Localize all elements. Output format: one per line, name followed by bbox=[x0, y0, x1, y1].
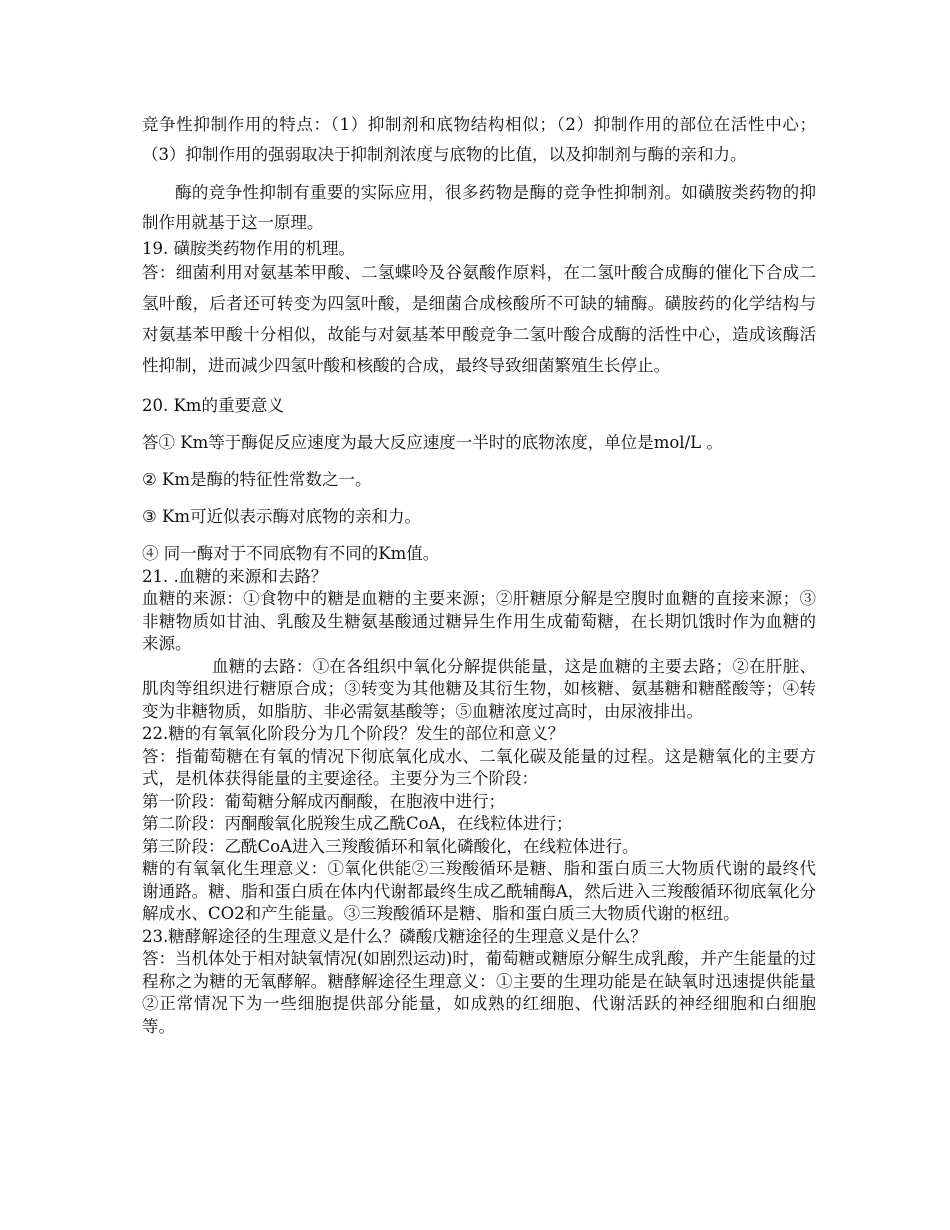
question-20: 20. Km的重要意义 bbox=[142, 395, 284, 415]
answer-20-item-3: ③ Km可近似表示酶对底物的亲和力。 bbox=[142, 506, 422, 526]
answer-20-item-2: ② Km是酶的特征性常数之一。 bbox=[142, 469, 372, 489]
question-21: 21. .血糖的来源和去路？ bbox=[142, 566, 328, 586]
answer-21-destination: 血糖的去路：①在各组织中氧化分解提供能量，这是血糖的主要去路；②在肝脏、肌肉等组织进行糖原合成；③转变为其他糖及其衍生物，如核糖、氨基糖和糖醛酸等；④转变为非糖物质，如脂肪、非必需氨基酸等；⑤血糖浓度过高时，由尿液排出。 bbox=[142, 656, 816, 721]
question-19: 19. 磺胺类药物作用的机理。 bbox=[142, 239, 355, 258]
answer-22-stage-3: 第三阶段：乙酰CoA进入三羧酸循环和氧化磷酸化，在线粒体进行。 bbox=[142, 836, 639, 856]
answer-19: 答：细菌利用对氨基苯甲酸、二氢蝶呤及谷氨酸作原料，在二氢叶酸合成酶的催化下合成二氢叶酸，后者还可转变为四氢叶酸，是细菌合成核酸所不可缺的辅酶。磺胺药的化学结构与对氨基苯甲酸十分相似，故能与对氨基苯甲酸竞争二氢叶酸合成酶的活性中心，造成该酶活性抑制，进而减少四氢叶酸和核酸的合成，最终导致细菌繁殖生长停止。 bbox=[142, 262, 816, 375]
answer-22-stage-1: 第一阶段：葡萄糖分解成丙酮酸，在胞液中进行； bbox=[142, 791, 505, 811]
paragraph-competitive-inhibition-application: 酶的竞争性抑制有重要的实际应用，很多药物是酶的竞争性抑制剂。如磺胺类药物的抑制作用就基于这一原理。 bbox=[142, 183, 816, 232]
answer-22-significance: 糖的有氧氧化生理意义：①氧化供能②三羧酸循环是糖、脂和蛋白质三大物质代谢的最终代谢通路。糖、脂和蛋白质在体内代谢都最终生成乙酰辅酶A，然后进入三羧酸循环彻底氧化分解成水、CO2和产生能量。③三羧酸循环是糖、脂和蛋白质三大物质代谢的枢纽。 bbox=[142, 859, 816, 923]
answer-23: 答：当机体处于相对缺氧情况(如剧烈运动)时，葡萄糖或糖原分解生成乳酸，并产生能量的过程称之为糖的无氧酵解。糖酵解途径生理意义：①主要的生理功能是在缺氧时迅速提供能量②正常情况下为一些细胞提供部分能量，如成熟的红细胞、代谢活跃的神经细胞和白细胞等。 bbox=[142, 949, 816, 1036]
question-23: 23.糖酵解途径的生理意义是什么？磷酸戊糖途径的生理意义是什么？ bbox=[142, 926, 647, 946]
answer-22-stage-2: 第二阶段：丙酮酸氧化脱羧生成乙酰CoA，在线粒体进行； bbox=[142, 814, 573, 833]
paragraph-competitive-inhibition-features: 竞争性抑制作用的特点：（1）抑制剂和底物结构相似；（2）抑制作用的部位在活性中心；（3）抑制作用的强弱取决于抑制剂浓度与底物的比值，以及抑制剂与酶的亲和力。 bbox=[142, 115, 816, 164]
document-page bbox=[142, 110, 816, 1038]
question-22: 22.糖的有氧氧化阶段分为几个阶段？发生的部位和意义？ bbox=[142, 724, 565, 743]
answer-20-item-1: 答① Km等于酶促反应速度为最大反应速度一半时的底物浓度，单位是mol/L 。 bbox=[142, 432, 723, 452]
answer-21-source: 血糖的来源：①食物中的糖是血糖的主要来源；②肝糖原分解是空腹时血糖的直接来源；③非糖物质如甘油、乳酸及生糖氨基酸通过糖异生作用生成葡萄糖，在长期饥饿时作为血糖的来源。 bbox=[142, 589, 816, 653]
answer-22-intro: 答：指葡萄糖在有氧的情况下彻底氧化成水、二氧化碳及能量的过程。这是糖氧化的主要方式，是机体获得能量的主要途径。主要分为三个阶段： bbox=[142, 746, 816, 788]
answer-20-item-4: ④ 同一酶对于不同底物有不同的Km值。 bbox=[142, 543, 440, 563]
